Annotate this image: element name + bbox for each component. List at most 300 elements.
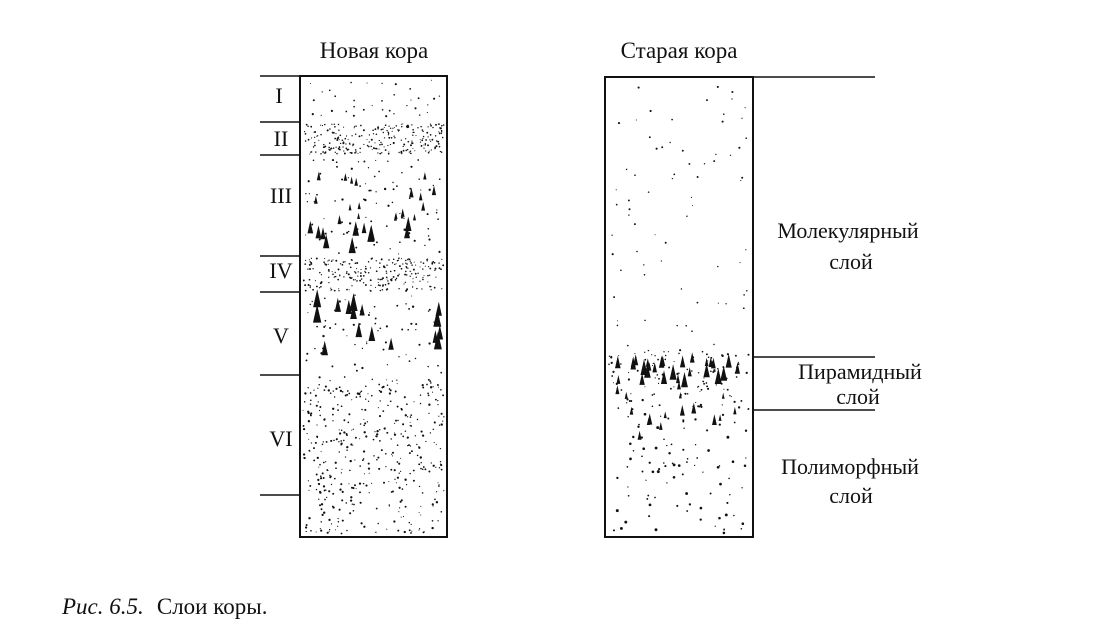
stipple-dot xyxy=(612,253,614,255)
stipple-dot xyxy=(700,404,702,406)
stipple-dot xyxy=(367,82,368,83)
stipple-dot xyxy=(442,137,444,139)
stipple-dot xyxy=(429,380,431,382)
stipple-dot xyxy=(687,393,689,395)
stipple-dot xyxy=(379,429,380,430)
stipple-dot xyxy=(641,436,643,438)
stipple-dot xyxy=(664,359,666,361)
stipple-dot xyxy=(356,488,357,489)
stipple-dot xyxy=(363,483,365,485)
pyramidal-cell xyxy=(659,422,663,430)
stipple-dot xyxy=(695,444,696,445)
stipple-dot xyxy=(704,163,705,164)
stipple-dot xyxy=(634,223,636,225)
stipple-dot xyxy=(332,159,334,161)
stipple-dot xyxy=(303,425,305,427)
stipple-dot xyxy=(409,88,411,90)
stipple-dot xyxy=(674,361,675,362)
stipple-dot xyxy=(376,270,378,272)
stipple-dot xyxy=(337,137,339,139)
stipple-dot xyxy=(644,359,646,361)
stipple-dot xyxy=(401,139,402,140)
stipple-dot xyxy=(434,287,436,289)
stipple-dot xyxy=(326,441,328,443)
stipple-dot xyxy=(740,400,742,402)
stipple-dot xyxy=(341,533,343,535)
stipple-dot xyxy=(318,499,319,500)
stipple-dot xyxy=(441,151,443,153)
stipple-dot xyxy=(364,431,366,433)
stipple-dot xyxy=(386,379,387,380)
stipple-dot xyxy=(626,402,627,403)
pyramidal-cell xyxy=(388,338,394,350)
stipple-dot xyxy=(438,485,440,487)
stipple-dot xyxy=(343,276,344,277)
stipple-dot xyxy=(413,401,414,402)
stipple-dot xyxy=(422,277,423,278)
stipple-dot xyxy=(372,105,373,106)
stipple-dot xyxy=(616,509,619,512)
stipple-dot xyxy=(316,194,318,196)
stipple-dot xyxy=(707,360,708,361)
stipple-dot xyxy=(369,312,370,313)
stipple-dot xyxy=(440,448,441,449)
stipple-dot xyxy=(428,413,429,414)
stipple-dot xyxy=(634,353,635,354)
stipple-dot xyxy=(368,463,370,465)
pyramidal-cell xyxy=(726,354,732,368)
stipple-dot xyxy=(388,205,389,206)
stipple-dot xyxy=(323,159,325,161)
stipple-dot xyxy=(330,288,331,289)
stipple-dot xyxy=(399,274,400,275)
old-cortex-panel xyxy=(605,38,922,537)
stipple-dot xyxy=(344,261,345,262)
stipple-dot xyxy=(365,217,366,218)
stipple-dot xyxy=(387,385,388,386)
stipple-dot xyxy=(349,289,350,290)
stipple-dot xyxy=(423,144,424,145)
stipple-dot xyxy=(652,470,655,473)
stipple-dot xyxy=(401,329,403,331)
stipple-dot xyxy=(736,376,738,378)
stipple-dot xyxy=(353,510,355,512)
stipple-dot xyxy=(438,262,439,263)
stipple-dot xyxy=(718,303,719,304)
stipple-dot xyxy=(339,432,341,434)
stipple-dot xyxy=(420,403,422,405)
stipple-dot xyxy=(302,410,303,411)
stipple-dot xyxy=(440,511,442,513)
stipple-dot xyxy=(412,148,413,149)
stipple-dot xyxy=(343,440,345,442)
stipple-dot xyxy=(401,258,402,259)
stipple-dot xyxy=(393,94,395,96)
stipple-dot xyxy=(425,143,427,145)
stipple-dot xyxy=(305,260,306,261)
stipple-dot xyxy=(368,467,370,469)
stipple-dot xyxy=(349,470,351,472)
stipple-dot xyxy=(376,459,378,461)
stipple-dot xyxy=(394,270,396,272)
stipple-dot xyxy=(428,239,430,241)
stipple-dot xyxy=(333,440,335,442)
stipple-dot xyxy=(378,384,380,386)
stipple-dot xyxy=(687,458,689,460)
stipple-dot xyxy=(420,190,421,191)
stipple-dot xyxy=(369,141,370,142)
stipple-dot xyxy=(698,372,699,373)
stipple-dot xyxy=(723,529,725,531)
stipple-dot xyxy=(393,520,395,522)
stipple-dot xyxy=(334,396,335,397)
pyramidal-cell xyxy=(362,223,367,234)
stipple-dot xyxy=(403,150,405,152)
stipple-dot xyxy=(385,149,387,151)
stipple-dot xyxy=(380,400,381,401)
stipple-dot xyxy=(404,479,406,481)
stipple-dot xyxy=(404,396,406,398)
stipple-dot xyxy=(697,405,699,407)
stipple-dot xyxy=(305,140,307,142)
stipple-dot xyxy=(435,467,436,468)
stipple-dot xyxy=(325,386,327,388)
stipple-dot xyxy=(382,410,384,412)
stipple-dot xyxy=(371,257,373,259)
stipple-dot xyxy=(430,382,432,384)
stipple-dot xyxy=(686,461,688,463)
pyramidal-cell xyxy=(353,221,360,236)
stipple-dot xyxy=(377,523,379,525)
stipple-dot xyxy=(702,471,703,472)
stipple-dot xyxy=(375,191,376,192)
stipple-dot xyxy=(427,275,429,277)
stipple-dot xyxy=(327,261,328,262)
stipple-dot xyxy=(389,504,390,505)
stipple-dot xyxy=(409,360,411,362)
stipple-dot xyxy=(406,403,408,405)
stipple-dot xyxy=(407,416,408,417)
stipple-dot xyxy=(363,424,365,426)
stipple-dot xyxy=(722,414,724,416)
stipple-dot xyxy=(332,506,334,508)
pyramidal-cell xyxy=(680,355,685,367)
stipple-dot xyxy=(609,355,610,356)
stipple-dot xyxy=(334,200,336,202)
stipple-dot xyxy=(332,493,334,495)
stipple-dot xyxy=(401,172,403,174)
stipple-dot xyxy=(432,127,433,128)
stipple-dot xyxy=(433,185,434,186)
stipple-dot xyxy=(375,532,376,533)
stipple-dot xyxy=(678,353,680,355)
stipple-dot xyxy=(314,137,315,138)
stipple-dot xyxy=(346,502,348,504)
stipple-dot xyxy=(352,504,353,505)
stipple-dot xyxy=(616,189,617,190)
stipple-dot xyxy=(351,430,352,431)
stipple-dot xyxy=(334,478,336,480)
stipple-dot xyxy=(368,272,370,274)
stipple-dot xyxy=(376,241,378,243)
stipple-dot xyxy=(316,286,318,288)
stipple-dot xyxy=(405,303,406,304)
stipple-dot xyxy=(309,259,310,260)
stipple-dot xyxy=(430,289,431,290)
stipple-dot xyxy=(353,279,355,281)
stipple-dot xyxy=(407,268,408,269)
stipple-dot xyxy=(323,144,324,145)
stipple-dot xyxy=(345,299,346,300)
stipple-dot xyxy=(409,259,411,261)
stipple-dot xyxy=(435,277,436,278)
stipple-dot xyxy=(421,431,423,433)
stipple-dot xyxy=(669,142,670,143)
stipple-dot xyxy=(320,477,322,479)
stipple-dot xyxy=(326,497,327,498)
stipple-dot xyxy=(661,146,663,148)
stipple-dot xyxy=(397,260,398,261)
stipple-dot xyxy=(746,372,748,374)
stipple-dot xyxy=(430,134,432,136)
stipple-dot xyxy=(629,208,631,210)
stipple-dot xyxy=(678,464,681,467)
stipple-dot xyxy=(335,388,337,390)
stipple-dot xyxy=(359,396,361,398)
stipple-dot xyxy=(329,531,330,532)
stipple-dot xyxy=(358,393,360,395)
stipple-dot xyxy=(438,131,439,132)
stipple-dot xyxy=(420,456,422,458)
stipple-dot xyxy=(336,166,338,168)
stipple-dot xyxy=(355,437,357,439)
stipple-dot xyxy=(328,264,329,265)
stipple-dot xyxy=(379,262,380,263)
new-cortex-layer-label: II xyxy=(273,126,289,151)
stipple-dot xyxy=(329,380,330,381)
stipple-dot xyxy=(368,146,370,148)
stipple-dot xyxy=(309,153,310,154)
stipple-dot xyxy=(338,441,339,442)
stipple-dot xyxy=(356,370,358,372)
stipple-dot xyxy=(620,270,622,272)
stipple-dot xyxy=(741,528,743,530)
stipple-dot xyxy=(384,188,386,190)
new-cortex-layer-label: IV xyxy=(269,258,293,283)
stipple-dot xyxy=(439,425,440,426)
stipple-dot xyxy=(658,378,660,380)
stipple-dot xyxy=(324,124,325,125)
stipple-dot xyxy=(407,141,409,143)
stipple-dot xyxy=(745,457,746,458)
stipple-dot xyxy=(351,259,353,261)
stipple-dot xyxy=(381,129,383,131)
stipple-dot xyxy=(400,458,401,459)
stipple-dot xyxy=(378,149,379,150)
stipple-dot xyxy=(326,469,328,471)
stipple-dot xyxy=(656,374,658,376)
stipple-dot xyxy=(715,526,716,527)
stipple-dot xyxy=(422,387,424,389)
stipple-dot xyxy=(340,440,342,442)
stipple-dot xyxy=(420,514,421,515)
stipple-dot xyxy=(318,140,319,141)
stipple-dot xyxy=(307,125,309,127)
stipple-dot xyxy=(328,282,329,283)
stipple-dot xyxy=(694,465,695,466)
stipple-dot xyxy=(419,512,420,513)
stipple-dot xyxy=(382,289,384,291)
stipple-dot xyxy=(340,143,341,144)
stipple-dot xyxy=(628,372,629,373)
stipple-dot xyxy=(410,276,411,277)
stipple-dot xyxy=(621,389,623,391)
stipple-dot xyxy=(431,149,432,150)
stipple-dot xyxy=(371,139,372,140)
stipple-dot xyxy=(381,152,382,153)
stipple-dot xyxy=(377,278,378,279)
stipple-dot xyxy=(423,262,425,264)
stipple-dot xyxy=(664,465,666,467)
stipple-dot xyxy=(424,275,425,276)
stipple-dot xyxy=(425,150,426,151)
stipple-dot xyxy=(410,261,411,262)
stipple-dot xyxy=(348,413,350,415)
stipple-dot xyxy=(441,469,443,471)
stipple-dot xyxy=(649,136,651,138)
stipple-dot xyxy=(394,479,395,480)
stipple-dot xyxy=(392,131,393,132)
stipple-dot xyxy=(663,351,664,352)
pyramidal-cell xyxy=(423,172,426,179)
stipple-dot xyxy=(316,405,318,407)
stipple-dot xyxy=(394,434,396,436)
stipple-dot xyxy=(405,430,406,431)
stipple-dot xyxy=(628,378,630,380)
stipple-dot xyxy=(741,118,742,119)
stipple-dot xyxy=(437,218,439,220)
stipple-dot xyxy=(353,429,354,430)
stipple-dot xyxy=(416,277,417,278)
stipple-dot xyxy=(339,300,341,302)
stipple-dot xyxy=(627,345,629,347)
stipple-dot xyxy=(426,384,428,386)
stipple-dot xyxy=(370,190,372,192)
stipple-dot xyxy=(339,488,341,490)
stipple-dot xyxy=(415,323,417,325)
stipple-dot xyxy=(315,280,316,281)
stipple-dot xyxy=(418,344,420,346)
stipple-dot xyxy=(312,268,313,269)
stipple-dot xyxy=(412,278,413,279)
stipple-dot xyxy=(388,151,389,152)
stipple-dot xyxy=(308,284,310,286)
stipple-dot xyxy=(428,310,429,311)
stipple-dot xyxy=(353,106,355,108)
stipple-dot xyxy=(399,241,401,243)
stipple-dot xyxy=(400,501,402,503)
stipple-dot xyxy=(310,287,311,288)
stipple-dot xyxy=(733,515,735,517)
stipple-dot xyxy=(316,326,318,328)
stipple-dot xyxy=(370,290,372,292)
stipple-dot xyxy=(627,466,629,468)
stipple-dot xyxy=(351,135,352,136)
stipple-dot xyxy=(344,153,346,155)
stipple-dot xyxy=(427,366,428,367)
stipple-dot xyxy=(648,191,650,193)
stipple-dot xyxy=(668,351,669,352)
stipple-dot xyxy=(320,282,322,284)
pyramidal-cell xyxy=(712,414,717,425)
stipple-dot xyxy=(411,531,412,532)
stipple-dot xyxy=(407,436,409,438)
stipple-dot xyxy=(341,499,343,501)
stipple-dot xyxy=(429,309,431,311)
stipple-dot xyxy=(404,531,406,533)
stipple-dot xyxy=(397,444,399,446)
pyramidal-cell xyxy=(664,411,667,418)
stipple-dot xyxy=(436,491,437,492)
stipple-dot xyxy=(392,455,393,456)
stipple-dot xyxy=(407,329,409,331)
stipple-dot xyxy=(426,132,428,134)
stipple-dot xyxy=(648,515,650,517)
stipple-dot xyxy=(398,257,400,259)
stipple-dot xyxy=(410,150,411,151)
stipple-dot xyxy=(671,444,673,446)
stipple-dot xyxy=(346,271,347,272)
stipple-dot xyxy=(410,532,412,534)
stipple-dot xyxy=(378,171,380,173)
stipple-dot xyxy=(713,369,715,371)
stipple-dot xyxy=(430,432,431,433)
stipple-dot xyxy=(338,129,339,130)
stipple-dot xyxy=(325,151,326,152)
stipple-dot xyxy=(694,418,696,420)
stipple-dot xyxy=(319,272,321,274)
stipple-dot xyxy=(420,468,422,470)
stipple-dot xyxy=(424,468,426,470)
stipple-dot xyxy=(344,376,346,378)
stipple-dot xyxy=(363,144,364,145)
stipple-dot xyxy=(642,471,644,473)
stipple-dot xyxy=(412,306,414,308)
stipple-dot xyxy=(401,268,403,270)
stipple-dot xyxy=(671,119,673,121)
stipple-dot xyxy=(434,421,436,423)
stipple-dot xyxy=(611,235,612,236)
stipple-dot xyxy=(343,233,345,235)
stipple-dot xyxy=(309,285,311,287)
stipple-dot xyxy=(441,130,443,132)
stipple-dot xyxy=(681,288,682,289)
stipple-dot xyxy=(342,329,344,331)
stipple-dot xyxy=(386,264,387,265)
stipple-dot xyxy=(393,113,394,114)
stipple-dot xyxy=(685,492,688,495)
stipple-dot xyxy=(395,279,397,281)
stipple-dot xyxy=(352,144,354,146)
stipple-dot xyxy=(431,263,433,265)
stipple-dot xyxy=(355,125,357,127)
stipple-dot xyxy=(439,178,441,180)
stipple-dot xyxy=(413,269,415,271)
stipple-dot xyxy=(309,264,311,266)
pyramidal-cell xyxy=(350,177,353,184)
stipple-dot xyxy=(409,197,411,199)
stipple-dot xyxy=(349,277,351,279)
